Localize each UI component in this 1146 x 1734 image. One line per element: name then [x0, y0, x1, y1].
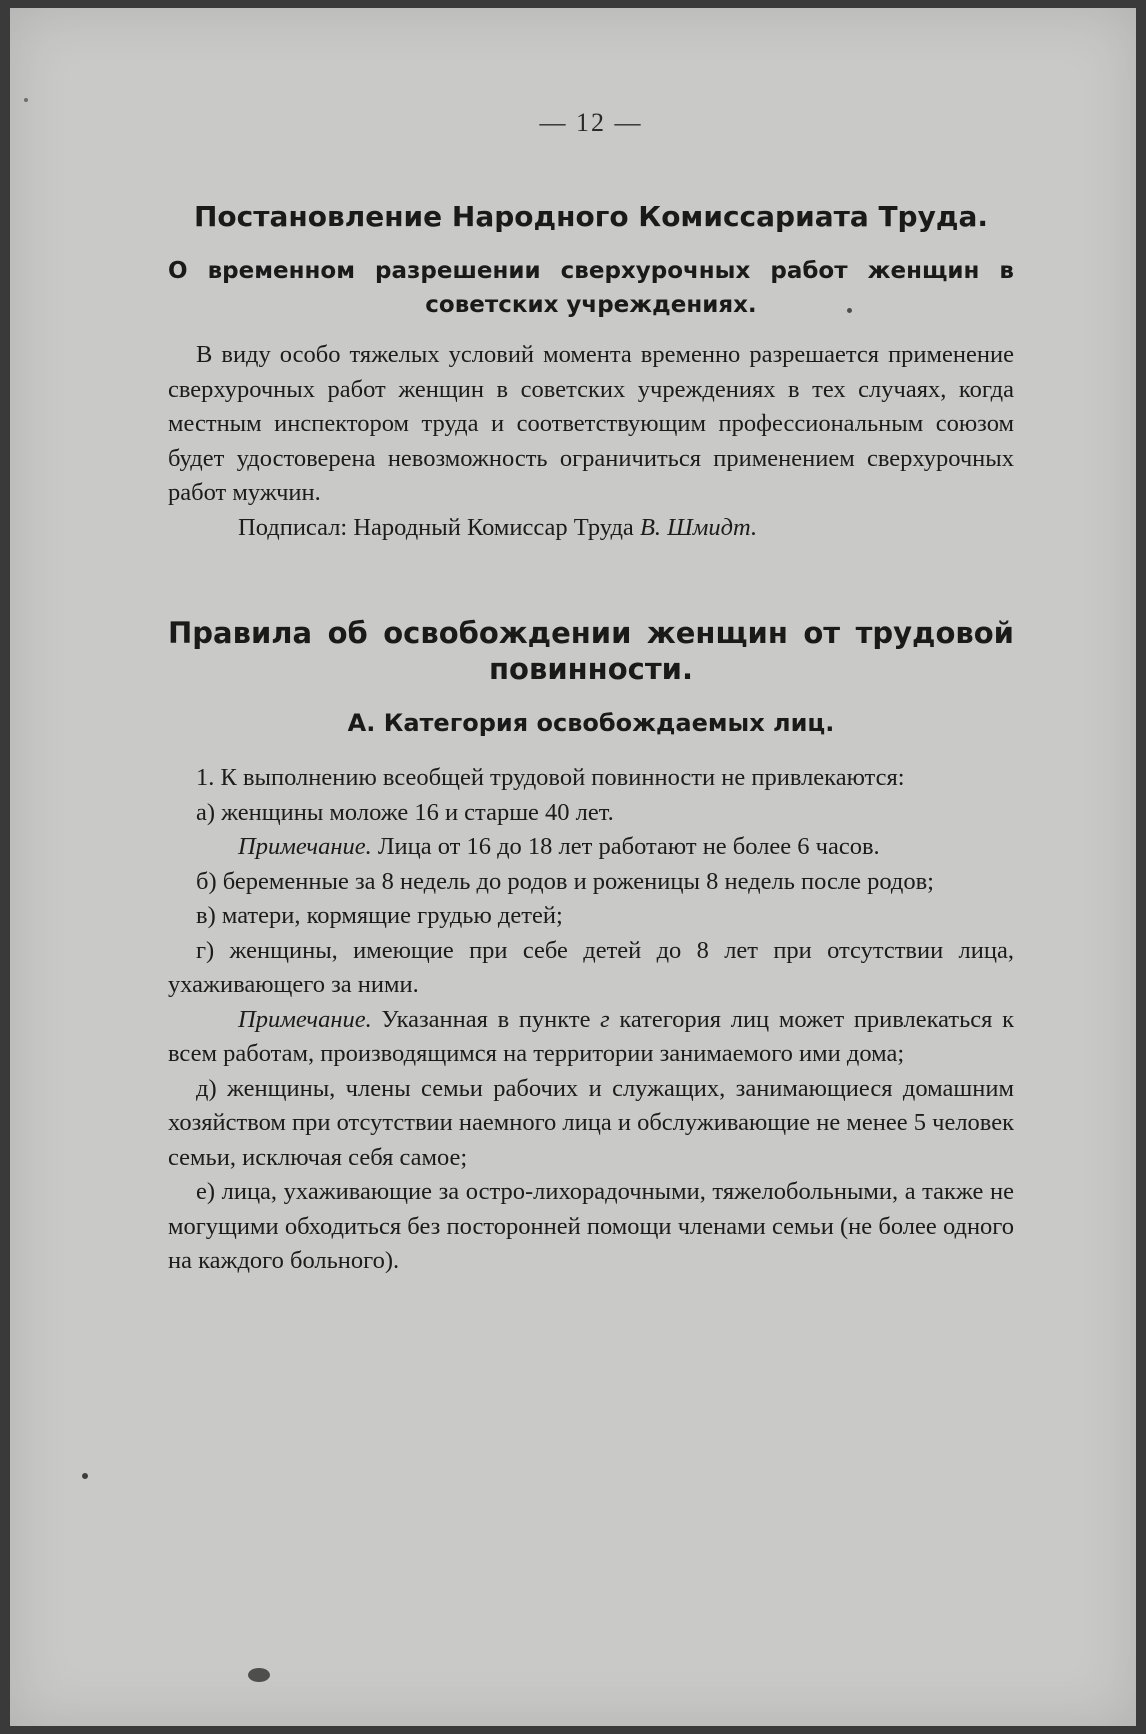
- decree-title: Постановление Народного Комиссариата Труда.: [194, 200, 988, 233]
- rules-item-a: а) женщины моложе 16 и старше 40 лет.: [196, 798, 614, 826]
- rules-item-d: д) женщины, члены семьи рабочих и служащих, занимающиеся домашним хозяйством при отсутствии наемного лица и обслуживающие не менее 5 человек семьи, исключая себя самое;: [168, 1074, 1014, 1171]
- note-text-2: категория лиц может привлекаться к всем работам, производящимся на территории занимаемого ими дома;: [168, 1005, 1015, 1067]
- decree-subtitle: О временном разрешении сверхурочных работ женщин в советских учреждениях.: [168, 258, 1014, 318]
- scan-speck: [24, 98, 28, 102]
- note-text: Лица от 16 до 18 лет работают не более 6 часов.: [377, 833, 880, 860]
- scanned-page: [10, 8, 1136, 1726]
- note-label: Примечание.: [238, 833, 372, 860]
- signature-prefix: Подписал: Народный Комиссар Труда: [238, 513, 634, 541]
- decree-body: В виду особо тяжелых условий момента временно разрешается применение сверхурочных работ женщин в советских учреждениях в тех случаях, когда местным инспектором труда и соответствующим профессиональным союзом будет удостоверена невозможность ограничиться применением сверхурочных работ мужчин.: [168, 341, 1014, 506]
- scan-speck: [248, 1668, 270, 1682]
- rules-note-2: [168, 1003, 1014, 1072]
- page-number: — 12 —: [539, 108, 643, 137]
- page-content: [168, 108, 1014, 1279]
- rules-title: Правила об освобождении женщин от трудовой повинности.: [168, 616, 1014, 686]
- rules-item-g: г) женщины, имеющие при себе детей до 8 лет при отсутствии лица, ухаживающего за ними.: [168, 936, 1014, 998]
- rules-item-1: 1. К выполнению всеобщей трудовой повинности не привлекаются:: [196, 764, 905, 791]
- note-text-1: Указанная в пункте: [381, 1005, 591, 1033]
- rules-item-b: б) беременные за 8 недель до родов и роженицы 8 недель после родов;: [196, 867, 934, 895]
- scan-speck: [847, 308, 852, 313]
- signature-name: В. Шмидт.: [639, 513, 758, 541]
- note-label: Примечание.: [238, 1005, 372, 1033]
- decree-signature: [168, 511, 1014, 546]
- rules-item-v: в) матери, кормящие грудью детей;: [196, 902, 563, 929]
- rules-item-e: е) лица, ухаживающие за остро-лихорадочными, тяжелобольными, а также не могущими обходиться без посторонней помощи членами семьи (не более одного на каждого больного).: [168, 1178, 1014, 1274]
- scan-speck: [82, 1473, 88, 1479]
- section-a-title: А. Категория освобождаемых лиц.: [347, 709, 835, 737]
- rules-note-1: [168, 830, 1014, 865]
- note-letter: г: [600, 1005, 610, 1033]
